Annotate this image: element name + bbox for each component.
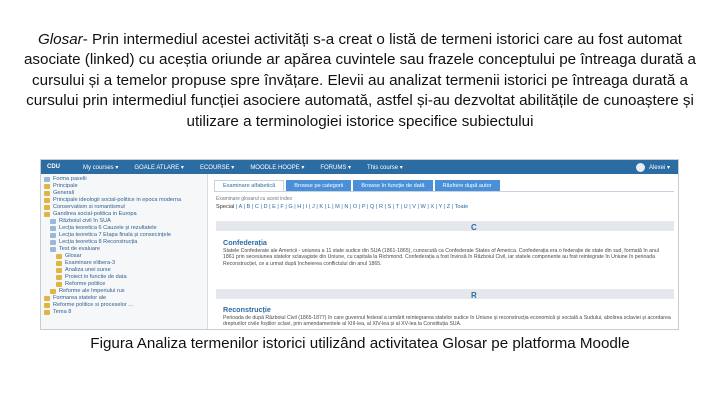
site-logo[interactable]: CDU: [47, 164, 60, 170]
folder-icon: [44, 310, 50, 315]
sidebar-item[interactable]: Principale ideologii social-politice in epoca moderna: [44, 197, 204, 204]
entry-text-confederatia: Statele Confederate ale Americii - uniunea a 11 state sudice din SUA (1861-1865), cunoscută ca Confederate States of America. Confederația era o federație de state din sud, formată în anul 1861 prin secesiunea statelor sclavagiste din Uniune, cu capitala la Richmond. Confederația a fost învinsă în Războiul Civil, iar statele componente au fost reintegrate în Uniune în perioada Reconstrucției, ce a urmat după încheierea conflictului din anul 1865.: [223, 248, 659, 267]
alphabet-letters[interactable]: | A | B | C | D | E | F | G | H | I | J | K | L | M | N | O | P | Q | R | S | T | U | V | W | X | Y | Z | Toate: [235, 204, 469, 210]
folder-icon: [56, 261, 62, 266]
tab-alphabetical[interactable]: Examinare alfabetică: [214, 180, 284, 191]
breadcrumb: Examinare glosarul cu acest index: [216, 196, 293, 202]
page-icon: [50, 240, 56, 245]
letter-header-bar: [216, 289, 674, 299]
entry-title-reconstructie[interactable]: Reconstrucție: [223, 305, 271, 314]
sidebar-item[interactable]: Reforme politice si proceselor ...: [44, 302, 204, 309]
folder-icon: [44, 296, 50, 301]
folder-icon: [56, 275, 62, 280]
sidebar-item[interactable]: Tema 8: [44, 309, 204, 316]
page-icon: [50, 219, 56, 224]
sidebar-item[interactable]: Gandirea social-politica in Europa: [44, 211, 204, 218]
folder-icon: [44, 184, 50, 189]
tab-categories[interactable]: Browse pe categorii: [286, 180, 351, 191]
tab-author[interactable]: Răsfoire după autor: [435, 180, 500, 191]
user-menu[interactable]: [636, 163, 678, 172]
nav-menu-4[interactable]: MOODLE HOOPE ▾: [250, 164, 305, 171]
letter-heading-c: C: [471, 223, 477, 232]
sidebar-item[interactable]: Analiza unei surse: [44, 267, 204, 274]
folder-icon: [44, 212, 50, 217]
letter-heading-r: R: [471, 291, 477, 300]
sidebar-item[interactable]: Test de evaluare: [44, 246, 204, 253]
sidebar-item[interactable]: Generali: [44, 190, 204, 197]
nav-menu-3[interactable]: ECOURSE ▾: [199, 164, 235, 171]
tab-date[interactable]: Browse în funcție de dată: [353, 180, 432, 191]
moodle-screenshot: [40, 159, 679, 330]
sidebar-item[interactable]: Lecția teoretica 7 Etapa finala și consecințele: [44, 232, 204, 239]
sidebar-item[interactable]: Lecția teoretica 6 Cauzele și rezultatele: [44, 225, 204, 232]
nav-menu-my-courses[interactable]: My courses ▾: [83, 164, 119, 171]
entry-text-reconstructie: Perioada de după Războiul Civil (1865-1877) în care guvernul federal a urmărit reintegrarea statelor sudice în Uniune și reconstrucția economică și socială a Sudului, abolirea sclaviei și acordarea drepturilor civile foștilor sclavi, prin amendamentele al XIII-lea, al XIV-lea și al XV-lea la Constituția SUA.: [223, 315, 671, 328]
alphabet-index[interactable]: [216, 204, 674, 210]
alphabet-special-link[interactable]: Special: [216, 204, 235, 210]
sidebar-item[interactable]: Formarea statelor ale: [44, 295, 204, 302]
page-icon: [44, 177, 50, 182]
user-name: Alexei ▾: [648, 164, 670, 171]
folder-icon: [44, 198, 50, 203]
sidebar-item[interactable]: Examinare elibera-3: [44, 260, 204, 267]
sidebar-item[interactable]: Reforme ale Imperiului rus: [44, 288, 204, 295]
nav-menu-forums[interactable]: FORUMS ▾: [320, 164, 352, 171]
sidebar-item[interactable]: Reforme politice: [44, 281, 204, 288]
nav-menu-2[interactable]: GOALE ATLARE ▾: [134, 164, 184, 171]
folder-icon: [56, 282, 62, 287]
folder-icon: [44, 205, 50, 210]
caption-text: - Prin intermediul acestei activități s-a creat o listă de termeni istorici care au fost automat asociate (linked) cu aceștia oriunde ar apărea cuvintele sau frazele conceptului pe întreaga durată a cursului și a temelor propuse spre învățare. Elevii au analizat termenii istorici pe întreaga durată a cursului prin intermediul funcției asociere automată, astfel și-au dezvoltat abilitățile de cunoaștere și utilizare a terminologiei istorice specifice subiectului: [23, 31, 697, 130]
glossary-tabs: [214, 180, 500, 191]
letter-header-bar: [216, 221, 674, 231]
avatar: [636, 163, 645, 172]
sidebar-item[interactable]: Războiul civil în SUA: [44, 218, 204, 225]
folder-icon: [44, 191, 50, 196]
top-navigation-bar: [41, 160, 678, 174]
sidebar-item[interactable]: Lecția teoretica 8 Reconstrucția: [44, 239, 204, 246]
sidebar-item[interactable]: Principale: [44, 183, 204, 190]
tab-divider: [214, 191, 674, 192]
sidebar-item-glosar[interactable]: Glosar: [44, 253, 204, 260]
entry-title-confederatia[interactable]: Confederația: [223, 238, 267, 247]
page-icon: [50, 247, 56, 252]
folder-icon: [56, 268, 62, 273]
folder-icon: [56, 254, 62, 259]
glossary-main: [209, 174, 679, 330]
sidebar-item[interactable]: Proiect in functie de data: [44, 274, 204, 281]
course-sidebar: [41, 174, 208, 330]
figure-caption: Figura Analiza termenilor istorici utilizând activitatea Glosar pe platforma Moodle: [90, 335, 630, 352]
sidebar-item[interactable]: Forma paselii: [44, 176, 204, 183]
nav-menu-this-course[interactable]: This course ▾: [367, 164, 403, 171]
folder-icon: [44, 303, 50, 308]
caption-paragraph: [22, 30, 698, 132]
folder-icon: [50, 289, 56, 294]
sidebar-item[interactable]: Conservatism si romantismul: [44, 204, 204, 211]
page-icon: [50, 233, 56, 238]
caption-lead: Glosar: [37, 31, 83, 48]
page-icon: [50, 226, 56, 231]
